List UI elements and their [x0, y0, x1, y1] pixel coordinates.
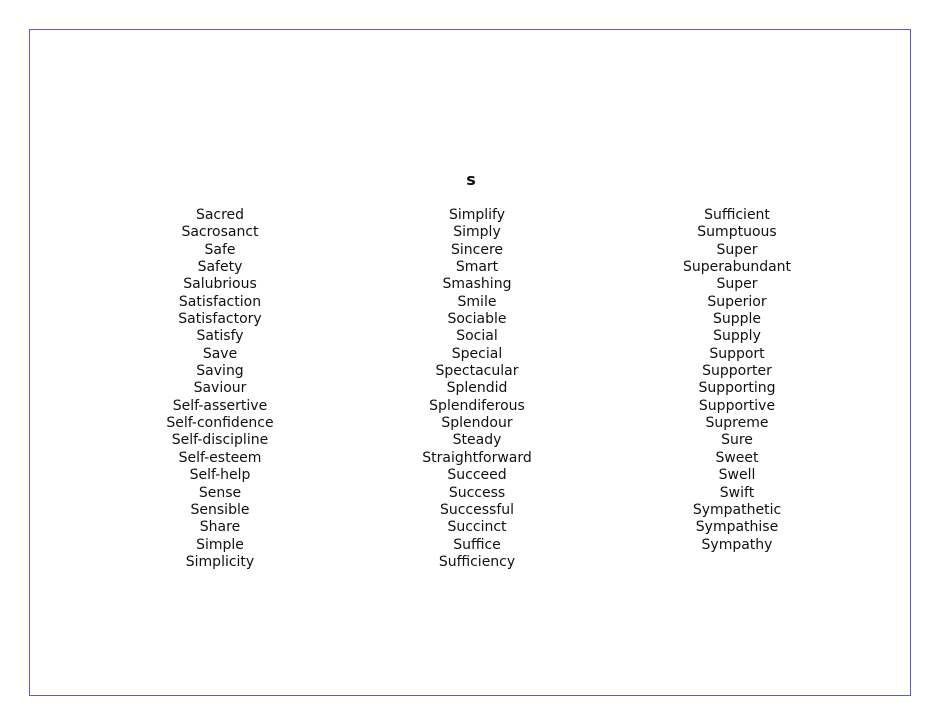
word-item: Simplify	[448, 207, 506, 223]
word-item: Sympathy	[701, 536, 773, 553]
word-item: Safe	[204, 241, 236, 258]
word-item: Supportive	[698, 397, 776, 414]
section-heading: s	[466, 170, 476, 189]
word-item: Self-help	[189, 467, 251, 484]
word-item: Social	[456, 328, 498, 345]
word-item: Super	[716, 276, 758, 293]
word-item: Satisfy	[196, 328, 244, 345]
word-item: Self-confidence	[166, 415, 274, 432]
word-item: Self-assertive	[172, 397, 268, 414]
word-item: Sacred	[195, 207, 245, 223]
word-item: Sure	[721, 432, 753, 449]
word-item: Swell	[718, 467, 756, 484]
word-item: Satisfactory	[178, 311, 262, 328]
word-item: Safety	[197, 259, 243, 276]
word-item: Simply	[453, 224, 501, 241]
word-item: Sympathetic	[692, 501, 782, 518]
word-item: Swift	[719, 484, 755, 501]
word-item: Share	[199, 519, 241, 536]
word-item: Save	[202, 345, 238, 362]
word-item: Straightforward	[422, 449, 532, 466]
word-item: Sufficiency	[438, 553, 516, 570]
word-item: Self-discipline	[171, 432, 269, 449]
word-item: Splendour	[441, 415, 513, 432]
word-item: Salubrious	[183, 276, 257, 293]
word-item: Sacrosanct	[181, 224, 259, 241]
word-item: Supreme	[705, 415, 769, 432]
word-item: Special	[451, 345, 503, 362]
word-item: Success	[448, 484, 506, 501]
word-column-3	[617, 207, 857, 554]
word-item: Superior	[707, 293, 767, 310]
word-item: Splendiferous	[429, 397, 525, 414]
word-item: Satisfaction	[178, 293, 262, 310]
word-item: Simplicity	[185, 553, 255, 570]
word-item: Suffice	[453, 536, 501, 553]
word-item: Supporting	[698, 380, 776, 397]
word-item: Sweet	[715, 449, 759, 466]
word-item: Succeed	[447, 467, 507, 484]
word-item: Superabundant	[682, 259, 792, 276]
word-item: Steady	[452, 432, 502, 449]
word-item: Smart	[455, 259, 499, 276]
word-item: Simple	[196, 536, 244, 553]
word-item: Sufficient	[704, 207, 770, 223]
word-item: Super	[716, 241, 758, 258]
word-item: Succinct	[447, 519, 507, 536]
word-item: Saving	[196, 363, 244, 380]
word-item: Self-esteem	[178, 449, 262, 466]
word-item: Sincere	[450, 241, 504, 258]
word-item: Sumptuous	[697, 224, 777, 241]
word-item: Supple	[712, 311, 762, 328]
word-item: Supporter	[702, 363, 772, 380]
word-item: Spectacular	[435, 363, 519, 380]
word-item: Smashing	[442, 276, 512, 293]
word-column-1	[100, 207, 340, 571]
word-item: Sociable	[447, 311, 507, 328]
word-item: Sympathise	[695, 519, 779, 536]
word-item: Sense	[198, 484, 242, 501]
word-column-2	[357, 207, 597, 571]
word-item: Support	[709, 345, 765, 362]
word-item: Splendid	[446, 380, 508, 397]
word-item: Saviour	[193, 380, 247, 397]
word-item: Supply	[713, 328, 761, 345]
word-item: Smile	[457, 293, 497, 310]
word-item: Successful	[439, 501, 515, 518]
word-item: Sensible	[190, 501, 250, 518]
